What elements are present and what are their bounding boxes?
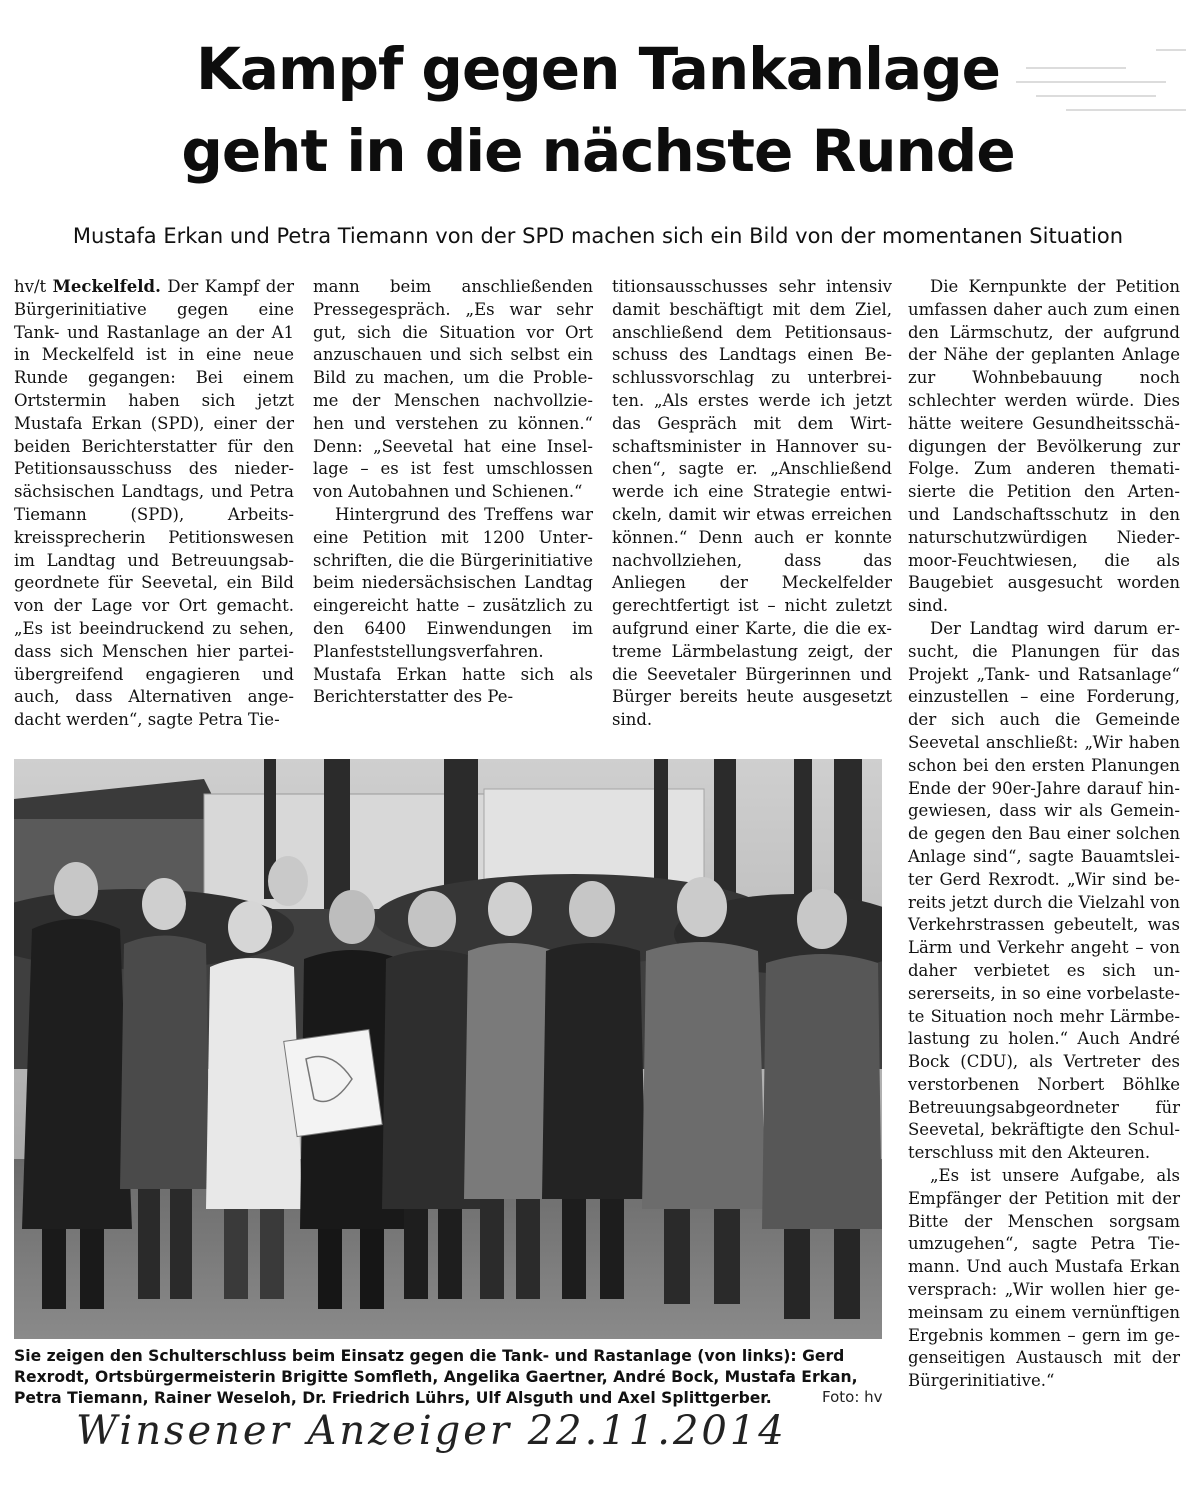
paragraph: titionsausschusses sehr intensiv damit beschäftigt mit dem Ziel, anschließend dem Petitionsausschuss des Landtags einen Beschlussvorschlag zu unterbreiten. „Als erstes werde ich jetzt das Gespräch mit dem Wirtschaftsminister in Hannover suchen“, sagte er. „Anschließend werde ich eine Strategie entwickeln, damit wir etwas erreichen können.“ Denn auch er konnte nachvollziehen, dass das Anliegen der Meckelfelder gerechtfertigt ist – nicht zuletzt aufgrund einer Karte, die die extreme Lärmbelastung zeigt, der die Seevetaler Bürgerinnen und Bürger bereits heute ausgesetzt sind.	[612, 277, 892, 730]
article-column-4	[908, 276, 1180, 1393]
headline-line-2: geht in die nächste Runde	[181, 117, 1015, 185]
photo-caption: Sie zeigen den Schulterschluss beim Einsatz gegen die Tank- und Rastanlage (von links): Gerd Rexrodt, Ortsbürgermeisterin Brigitte Somfleth, Angelika Gaertner, André Bock, Mustafa Erkan, Petra Tiemann, Rainer Weseloh, Dr. Friedrich Lührs, Ulf Alsguth und Axel Splittgerber.	[14, 1347, 858, 1407]
photo-credit: Foto: hv	[822, 1388, 883, 1406]
handwritten-note: Winsener Anzeiger 22.11.2014	[76, 1408, 787, 1454]
group-photo-illustration	[14, 759, 882, 1339]
group-photo	[14, 759, 882, 1339]
paragraph: Der Landtag wird darum ersucht, die Planungen für das Projekt „Tank- und Ratsanlage“ einzustellen – eine Forderung, der sich auch die Gemeinde Seevetal anschließt: „Wir haben schon bei den ersten Planungen Ende der 90er-Jahre darauf hingewiesen, dass wir als Gemeinde gegen den Bau einer solchen Anlage sind“, sagte Bauamtsleiter Gerd Rexrodt. „Wir sind bereits jetzt durch die Vielzahl von Verkehrstrassen gebeutelt, was Lärm und Verkehr angeht – von daher verbietet es sich unsererseits, in so eine vorbelastete Situation noch mehr Lärmbelastung zu holen.“ Auch André Bock (CDU), als Vertreter des verstorbenen Norbert Böhlke Betreuungsabgeordneter für Seevetal, bekräftigte den Schulterschluss mit den Akteuren.	[908, 618, 1180, 1163]
paragraph: mann beim anschließenden Pressegespräch. „Es war sehr gut, sich die Situation vor Ort anzuschauen und sich selbst ein Bild zu machen, um die Probleme der Menschen nachvollziehen und verstehen zu können.“ Denn: „Seevetal hat eine Insellage – es ist fest umschlossen von Autobahnen und Schienen.“	[313, 277, 593, 502]
article-column-2	[313, 276, 593, 709]
paragraph: Hintergrund des Treffens war eine Petition mit 1200 Unterschriften, die die Bürgerinitiative beim niedersächsischen Landtag eingereicht hatte – zusätzlich zu den 6400 Einwendungen im Planfeststellungsverfahren. Mustafa Erkan hatte sich als Berichterstatter des Pe-	[313, 504, 593, 707]
paragraph	[14, 276, 294, 732]
article-column-1	[14, 276, 294, 732]
headline-line-1: Kampf gegen Tankanlage	[195, 35, 1001, 103]
scan-bleed-decoration	[1006, 20, 1196, 130]
byline: hv/t	[14, 277, 47, 296]
article-column-3	[612, 276, 892, 732]
paragraph-text: Der Kampf der Bürgerinitiative gegen eine Tank- und Rastanlage an der A1 in Meckelfeld ist in eine neue Runde gegangen: Bei einem Ortstermin haben sich jetzt Mustafa Erkan (SPD), einer der beiden Berichterstatter für den Petitionsausschuss des niedersächsischen Landtags, und Petra Tiemann (SPD), Arbeitskreissprecherin Petitionswesen im Landtag und Betreuungsabgeordnete für Seevetal, ein Bild von der Lage vor Ort gemacht. „Es ist beeindruckend zu sehen, dass sich Menschen hier parteiübergreifend engagieren und auch, dass Alternativen angedacht werden“, sagte Petra Tie-	[14, 277, 294, 730]
paragraph: „Es ist unsere Aufgabe, als Empfänger der Petition mit der Bitte der Menschen sorgsam umzugehen“, sagte Petra Tiemann. Und auch Mustafa Erkan versprach: „Wir wollen hier gemeinsam zu einem vernünftigen Ergebnis kommen – gern im gegenseitigen Austausch mit der Bürgerinitiative.“	[908, 1166, 1180, 1391]
paragraph: Die Kernpunkte der Petition umfassen daher auch zum einen den Lärmschutz, der aufgrund der Nähe der geplanten Anlage zur Wohnbebauung noch schlechter werden würde. Dies hätte weitere Gesundheitsschädigungen der Bevölkerung zur Folge. Zum anderen thematisierte die Petition den Arten- und Landschaftsschutz in den naturschutzwürdigen Niedermoor-Feuchtwiesen, die als Baugebiet ausgesucht worden sind.	[908, 277, 1180, 616]
dateline: Meckelfeld.	[52, 277, 161, 296]
subheadline: Mustafa Erkan und Petra Tiemann von der SPD machen sich ein Bild von der momentanen Situation	[72, 224, 1124, 248]
